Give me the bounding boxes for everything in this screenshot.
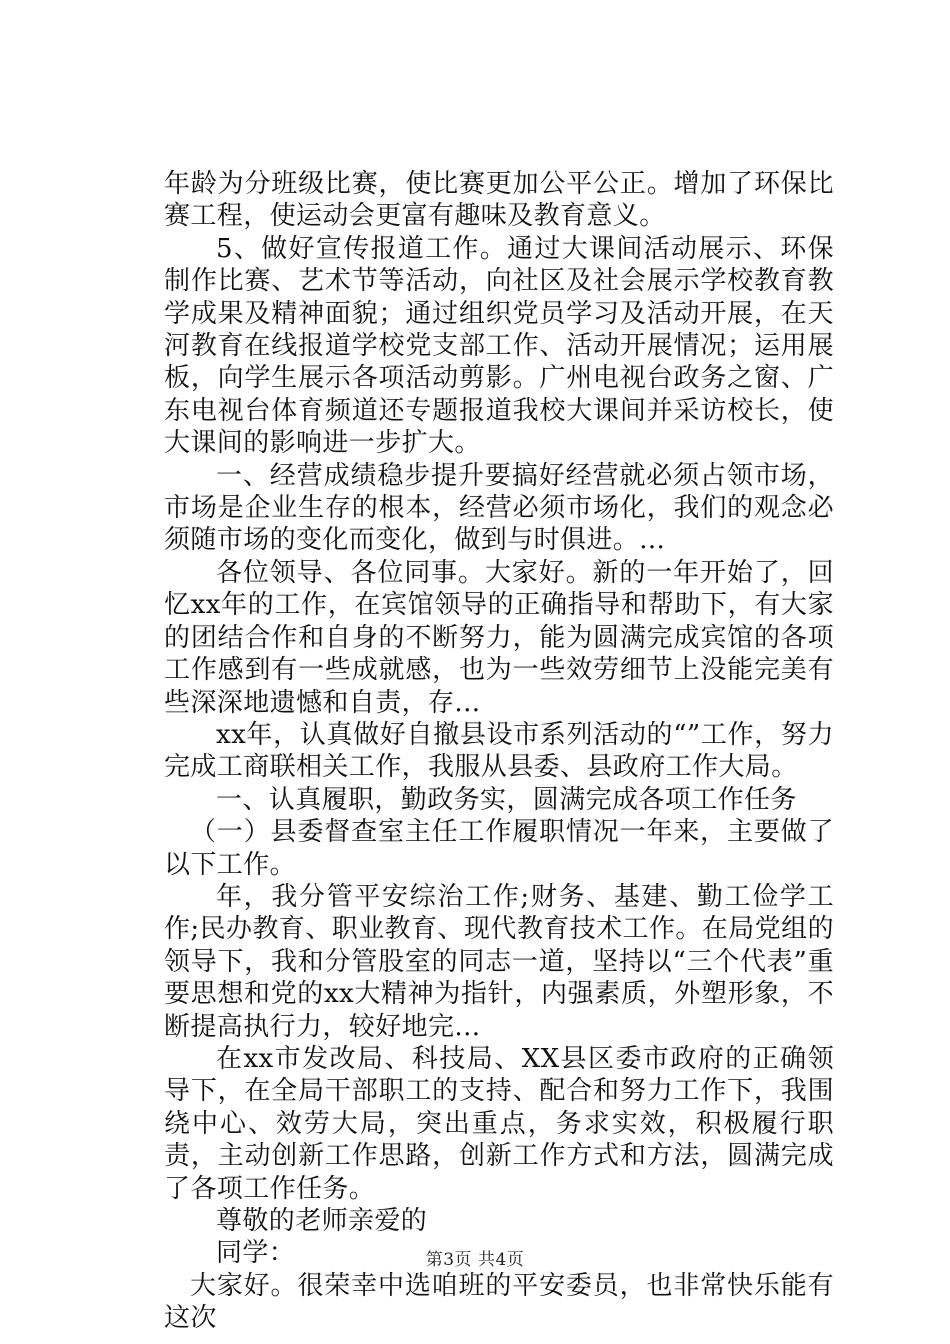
paragraph-8: 年，我分管平安综治工作;财务、基建、勤工俭学工作;民办教育、职业教育、现代教育技术工作。在局党组的领导下，我和分管股室的同志一道，坚持以“三个代表”重要思想和党的xx大精神为指针，内强素质，外塑形象，不断提高执行力，较好地完...	[164, 881, 834, 1042]
paragraph-9: 在xx市发改局、科技局、XX县区委市政府的正确领导下，在全局干部职工的支持、配合和努力工作下，我围绕中心、效劳大局，突出重点，务求实效，积极履行职责，主动创新工作思路，创新工作方式和方法，圆满完成了各项工作任务。	[164, 1043, 834, 1204]
paragraph-5: xx年，认真做好自撤县设市系列活动的“”工作，努力完成工商联相关工作，我服从县委、县政府工作大局。	[164, 719, 834, 783]
paragraph-11: 同学：	[216, 1238, 296, 1269]
document-body	[164, 168, 834, 1335]
paragraph-1: 年龄为分班级比赛，使比赛更加公平公正。增加了环保比赛工程，使运动会更富有趣味及教育意义。	[164, 169, 834, 232]
paragraph-2: 5、做好宣传报道工作。通过大课间活动展示、环保制作比赛、艺术节等活动，向社区及社会展示学校教育教学成果及精神面貌；通过组织党员学习及活动开展，在天河教育在线报道学校党支部工作、活动开展情况；运用展板，向学生展示各项活动剪影。广州电视台政务之窗、广东电视台体育频道还专题报道我校大课间并采访校长，使大课间的影响进一步扩大。	[164, 233, 834, 459]
page-number-footer: 第3页 共4页	[425, 1250, 525, 1270]
paragraph-6: 一、认真履职，勤政务实，圆满完成各项工作任务	[216, 784, 797, 815]
paragraph-4: 各位领导、各位同事。大家好。新的一年开始了，回忆xx年的工作，在宾馆领导的正确指导和帮助下，有大家的团结合作和自身的不断努力，能为圆满完成宾馆的各项工作感到有一些成就感，也为一些效劳细节上没能完美有些深深地遗憾和自责，存...	[164, 557, 834, 718]
paragraph-10: 尊敬的老师亲爱的	[216, 1206, 428, 1236]
paragraph-12: 大家好。很荣幸中选咱班的平安委员，也非常快乐能有这次	[164, 1270, 834, 1334]
paragraph-7: （一）县委督查室主任工作履职情况一年来，主要做了以下工作。	[164, 817, 834, 880]
paragraph-3: 一、经营成绩稳步提升要搞好经营就必须占领市场，市场是企业生存的根本，经营必须市场化，我们的观念必须随市场的变化而变化，做到与时俱进。...	[164, 460, 834, 556]
